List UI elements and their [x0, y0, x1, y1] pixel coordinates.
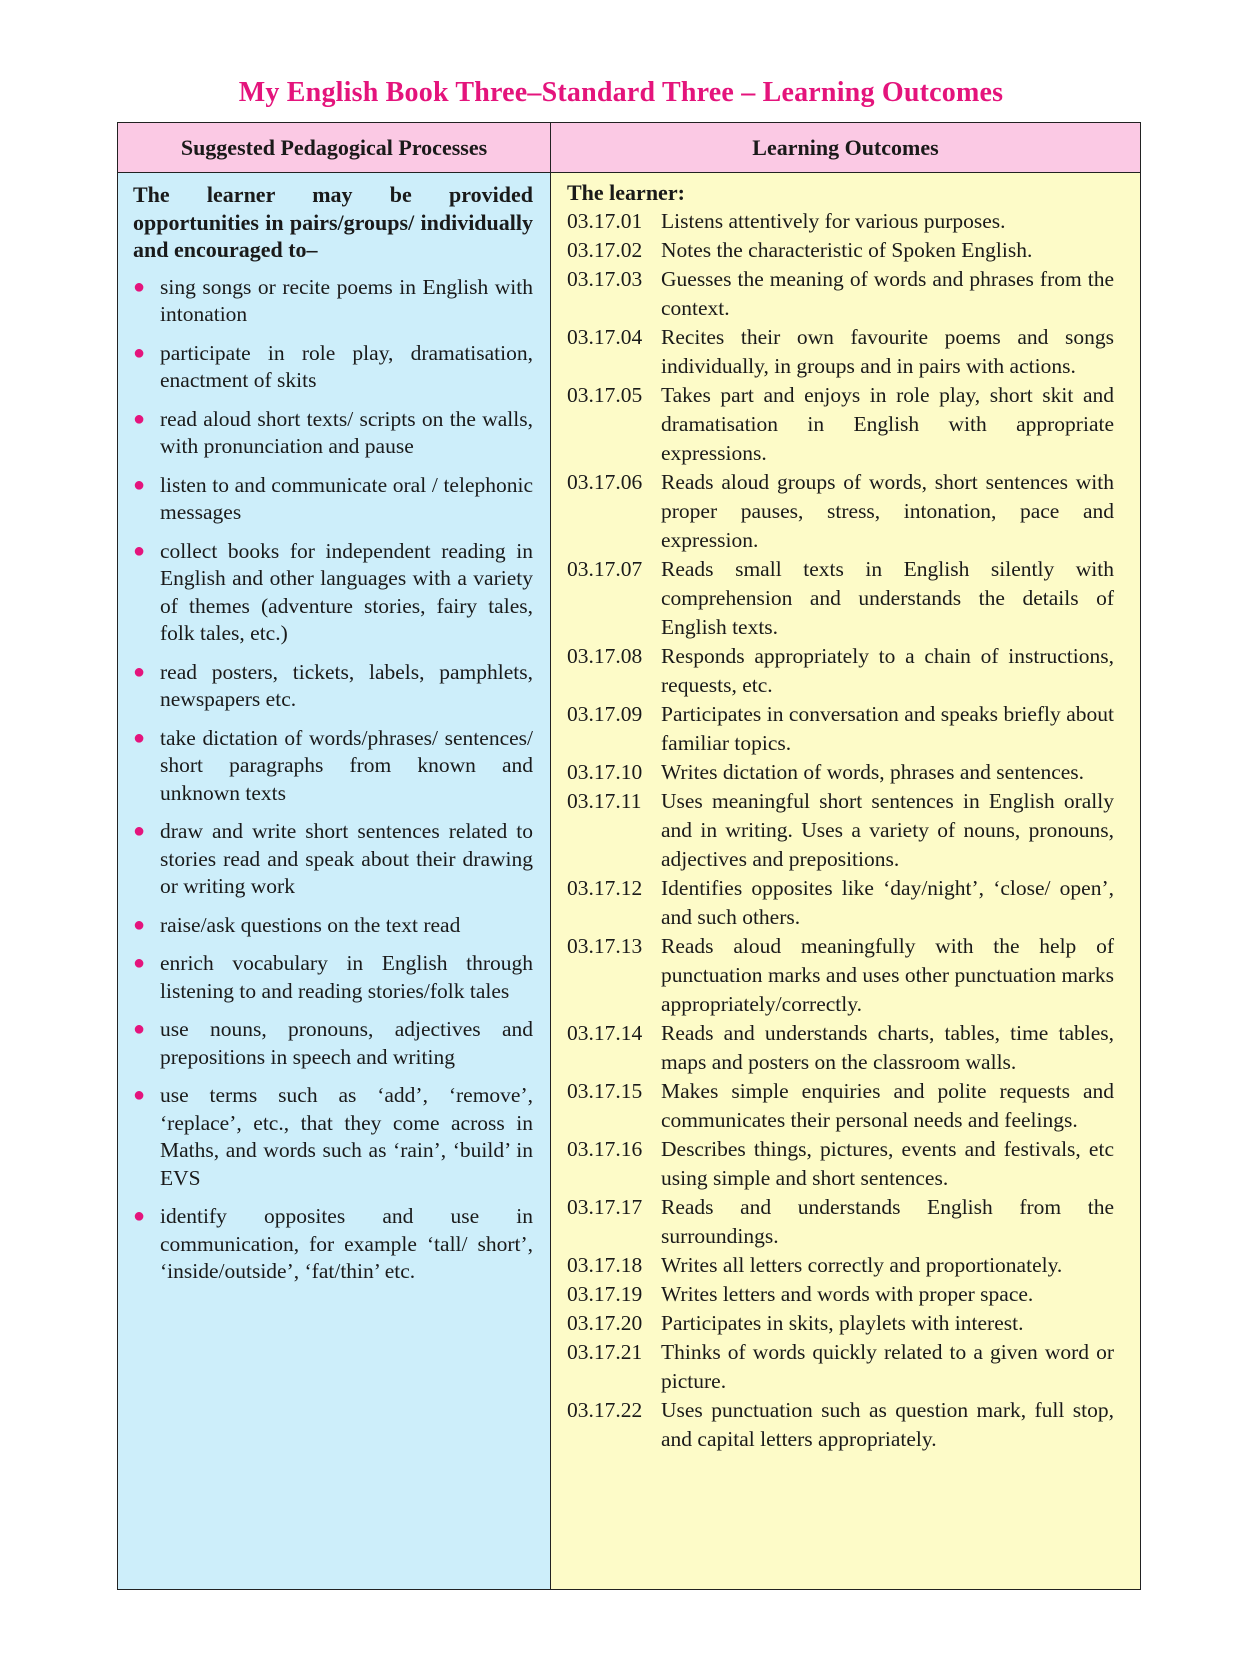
outcome-text: Uses punctuation such as question mark, full stop, and capital letters appropriately. [661, 1398, 1114, 1451]
outcome-row [567, 236, 1114, 265]
process-text: draw and write short sentences related to stories read and speak about their drawing or writing work [160, 819, 533, 898]
outcome-text: Describes things, pictures, events and festivals, etc using simple and short sentences. [661, 1137, 1114, 1190]
processes-column [118, 123, 551, 1589]
process-text: sing songs or recite poems in English with intonation [160, 274, 533, 326]
outcome-code: 03.17.03 [567, 267, 643, 291]
outcome-text: Makes simple enquiries and polite requests and communicates their personal needs and feelings. [661, 1079, 1114, 1132]
outcome-code: 03.17.10 [567, 760, 643, 784]
outcome-text: Participates in skits, playlets with interest. [661, 1311, 1024, 1335]
outcome-text: Responds appropriately to a chain of instructions, requests, etc. [661, 644, 1114, 697]
outcome-row [567, 1193, 1114, 1251]
process-text: listen to and communicate oral / telephonic messages [160, 472, 533, 524]
outcome-code: 03.17.20 [567, 1311, 643, 1335]
outcomes-list [567, 207, 1114, 1454]
outcome-text: Reads small texts in English silently with comprehension and understands the details of English texts. [661, 557, 1114, 639]
outcome-code: 03.17.09 [567, 702, 643, 726]
outcome-text: Guesses the meaning of words and phrases from the context. [661, 267, 1114, 320]
outcome-row [567, 265, 1114, 323]
outcome-code: 03.17.05 [567, 383, 643, 407]
outcome-row [567, 323, 1114, 381]
outcome-code: 03.17.02 [567, 238, 643, 262]
bullet-dot-icon: ● [133, 820, 146, 842]
process-item [133, 340, 533, 395]
learner-label: The learner: [567, 180, 685, 205]
outcomes-body [551, 173, 1140, 1454]
bullet-dot-icon: ● [133, 407, 146, 430]
outcome-text: Writes all letters correctly and proportionately. [661, 1253, 1063, 1277]
page-title: My English Book Three–Standard Three – Learning Outcomes [238, 77, 1004, 108]
process-item [133, 538, 533, 648]
outcomes-table [117, 122, 1141, 1590]
outcome-row [567, 1135, 1114, 1193]
outcome-code: 03.17.17 [567, 1195, 643, 1219]
outcome-code: 03.17.22 [567, 1398, 643, 1422]
bullet-dot-icon: ● [133, 275, 146, 298]
process-text: participate in role play, dramatisation, enactment of skits [160, 340, 533, 392]
process-item [133, 1203, 533, 1286]
process-item [133, 274, 533, 329]
outcome-code: 03.17.14 [567, 1021, 643, 1045]
outcome-row [567, 1251, 1114, 1280]
process-item [133, 818, 533, 901]
bullet-dot-icon: ● [133, 1084, 146, 1106]
process-item [133, 406, 533, 461]
processes-header: Suggested Pedagogical Processes [118, 123, 550, 173]
outcome-text: Recites their own favourite poems and songs individually, in groups and in pairs with actions. [661, 325, 1114, 378]
bullet-dot-icon: ● [133, 473, 146, 496]
process-item [133, 1016, 533, 1071]
outcome-row [567, 555, 1114, 642]
outcome-code: 03.17.08 [567, 644, 643, 668]
outcome-code: 03.17.06 [567, 470, 643, 494]
bullet-dot-icon: ● [133, 913, 146, 936]
bullet-dot-icon: ● [133, 539, 146, 562]
outcome-code: 03.17.15 [567, 1079, 643, 1103]
outcome-text: Listens attentively for various purposes. [661, 209, 1006, 233]
outcome-text: Reads and understands English from the surroundings. [661, 1195, 1114, 1248]
outcome-row [567, 207, 1114, 236]
outcome-code: 03.17.21 [567, 1340, 643, 1364]
outcome-text: Uses meaningful short sentences in English orally and in writing. Uses a variety of nouns, pronouns, adjectives and prepositions. [661, 789, 1114, 871]
outcome-row [567, 874, 1114, 932]
process-item [133, 1082, 533, 1192]
bullet-dot-icon: ● [133, 660, 146, 683]
process-item [133, 725, 533, 808]
outcome-text: Thinks of words quickly related to a given word or picture. [661, 1340, 1114, 1393]
outcome-row [567, 1396, 1114, 1454]
bullet-dot-icon: ● [133, 341, 146, 364]
process-text: read aloud short texts/ scripts on the walls, with pronunciation and pause [160, 406, 533, 458]
outcome-code: 03.17.04 [567, 325, 643, 349]
outcome-code: 03.17.12 [567, 876, 643, 900]
bullet-dot-icon: ● [133, 1205, 146, 1227]
outcome-row [567, 932, 1114, 1019]
process-text: collect books for independent reading in English and other languages with a variety of themes (adventure stories, fairy tales, folk tales, etc.) [160, 538, 533, 645]
process-text: take dictation of words/phrases/ sentences/ short paragraphs from known and unknown texts [160, 725, 533, 805]
process-item [133, 912, 533, 940]
bullet-dot-icon: ● [133, 726, 146, 749]
process-text: use nouns, pronouns, adjectives and prepositions in speech and writing [160, 1017, 533, 1069]
outcome-text: Participates in conversation and speaks briefly about familiar topics. [661, 702, 1114, 755]
outcome-code: 03.17.16 [567, 1137, 643, 1161]
outcomes-column [551, 123, 1140, 1589]
outcome-row [567, 1280, 1114, 1309]
outcome-text: Identifies opposites like ‘day/night’, ‘close/ open’, and such others. [661, 876, 1114, 929]
outcome-code: 03.17.07 [567, 557, 643, 581]
outcome-row [567, 700, 1114, 758]
outcome-text: Notes the characteristic of Spoken English. [661, 238, 1033, 262]
outcome-row [567, 1309, 1114, 1338]
outcome-row [567, 1077, 1114, 1135]
outcome-text: Takes part and enjoys in role play, short skit and dramatisation in English with appropriate expressions. [661, 383, 1114, 465]
outcome-row [567, 381, 1114, 468]
process-text: enrich vocabulary in English through listening to and reading stories/folk tales [160, 951, 533, 1003]
outcome-text: Reads and understands charts, tables, time tables, maps and posters on the classroom walls. [661, 1021, 1114, 1074]
process-text: use terms such as ‘add’, ‘remove’, ‘replace’, etc., that they come across in Maths, and words such as ‘rain’, ‘build’ in EVS [160, 1083, 533, 1190]
processes-intro: The learner may be provided opportunities in pairs/groups/ individually and encouraged to– [133, 182, 533, 262]
outcomes-header: Learning Outcomes [551, 123, 1140, 173]
bullet-dot-icon: ● [133, 1018, 146, 1040]
outcome-code: 03.17.11 [567, 789, 642, 813]
outcome-row [567, 758, 1114, 787]
outcome-text: Writes dictation of words, phrases and sentences. [661, 760, 1085, 784]
process-text: raise/ask questions on the text read [160, 912, 461, 937]
outcome-row [567, 468, 1114, 555]
processes-list [133, 274, 533, 1286]
outcome-code: 03.17.13 [567, 934, 643, 958]
outcome-code: 03.17.01 [567, 209, 643, 233]
outcome-row [567, 642, 1114, 700]
process-text: identify opposites and use in communication, for example ‘tall/ short’, ‘inside/outside’, ‘fat/thin’ etc. [160, 1204, 533, 1283]
processes-body [118, 173, 550, 1286]
outcome-row [567, 1338, 1114, 1396]
outcome-row [567, 1019, 1114, 1077]
outcome-text: Reads aloud groups of words, short sentences with proper pauses, stress, intonation, pace and expression. [661, 470, 1114, 552]
process-item [133, 472, 533, 527]
process-item [133, 950, 533, 1005]
outcome-code: 03.17.19 [567, 1282, 643, 1306]
outcome-text: Reads aloud meaningfully with the help of punctuation marks and uses other punctuation marks appropriately/correctly. [661, 934, 1114, 1016]
process-text: read posters, tickets, labels, pamphlets, newspapers etc. [160, 659, 533, 711]
process-item [133, 659, 533, 714]
outcome-text: Writes letters and words with proper space. [661, 1282, 1034, 1306]
outcome-row [567, 787, 1114, 874]
outcome-code: 03.17.18 [567, 1253, 643, 1277]
bullet-dot-icon: ● [133, 952, 146, 974]
